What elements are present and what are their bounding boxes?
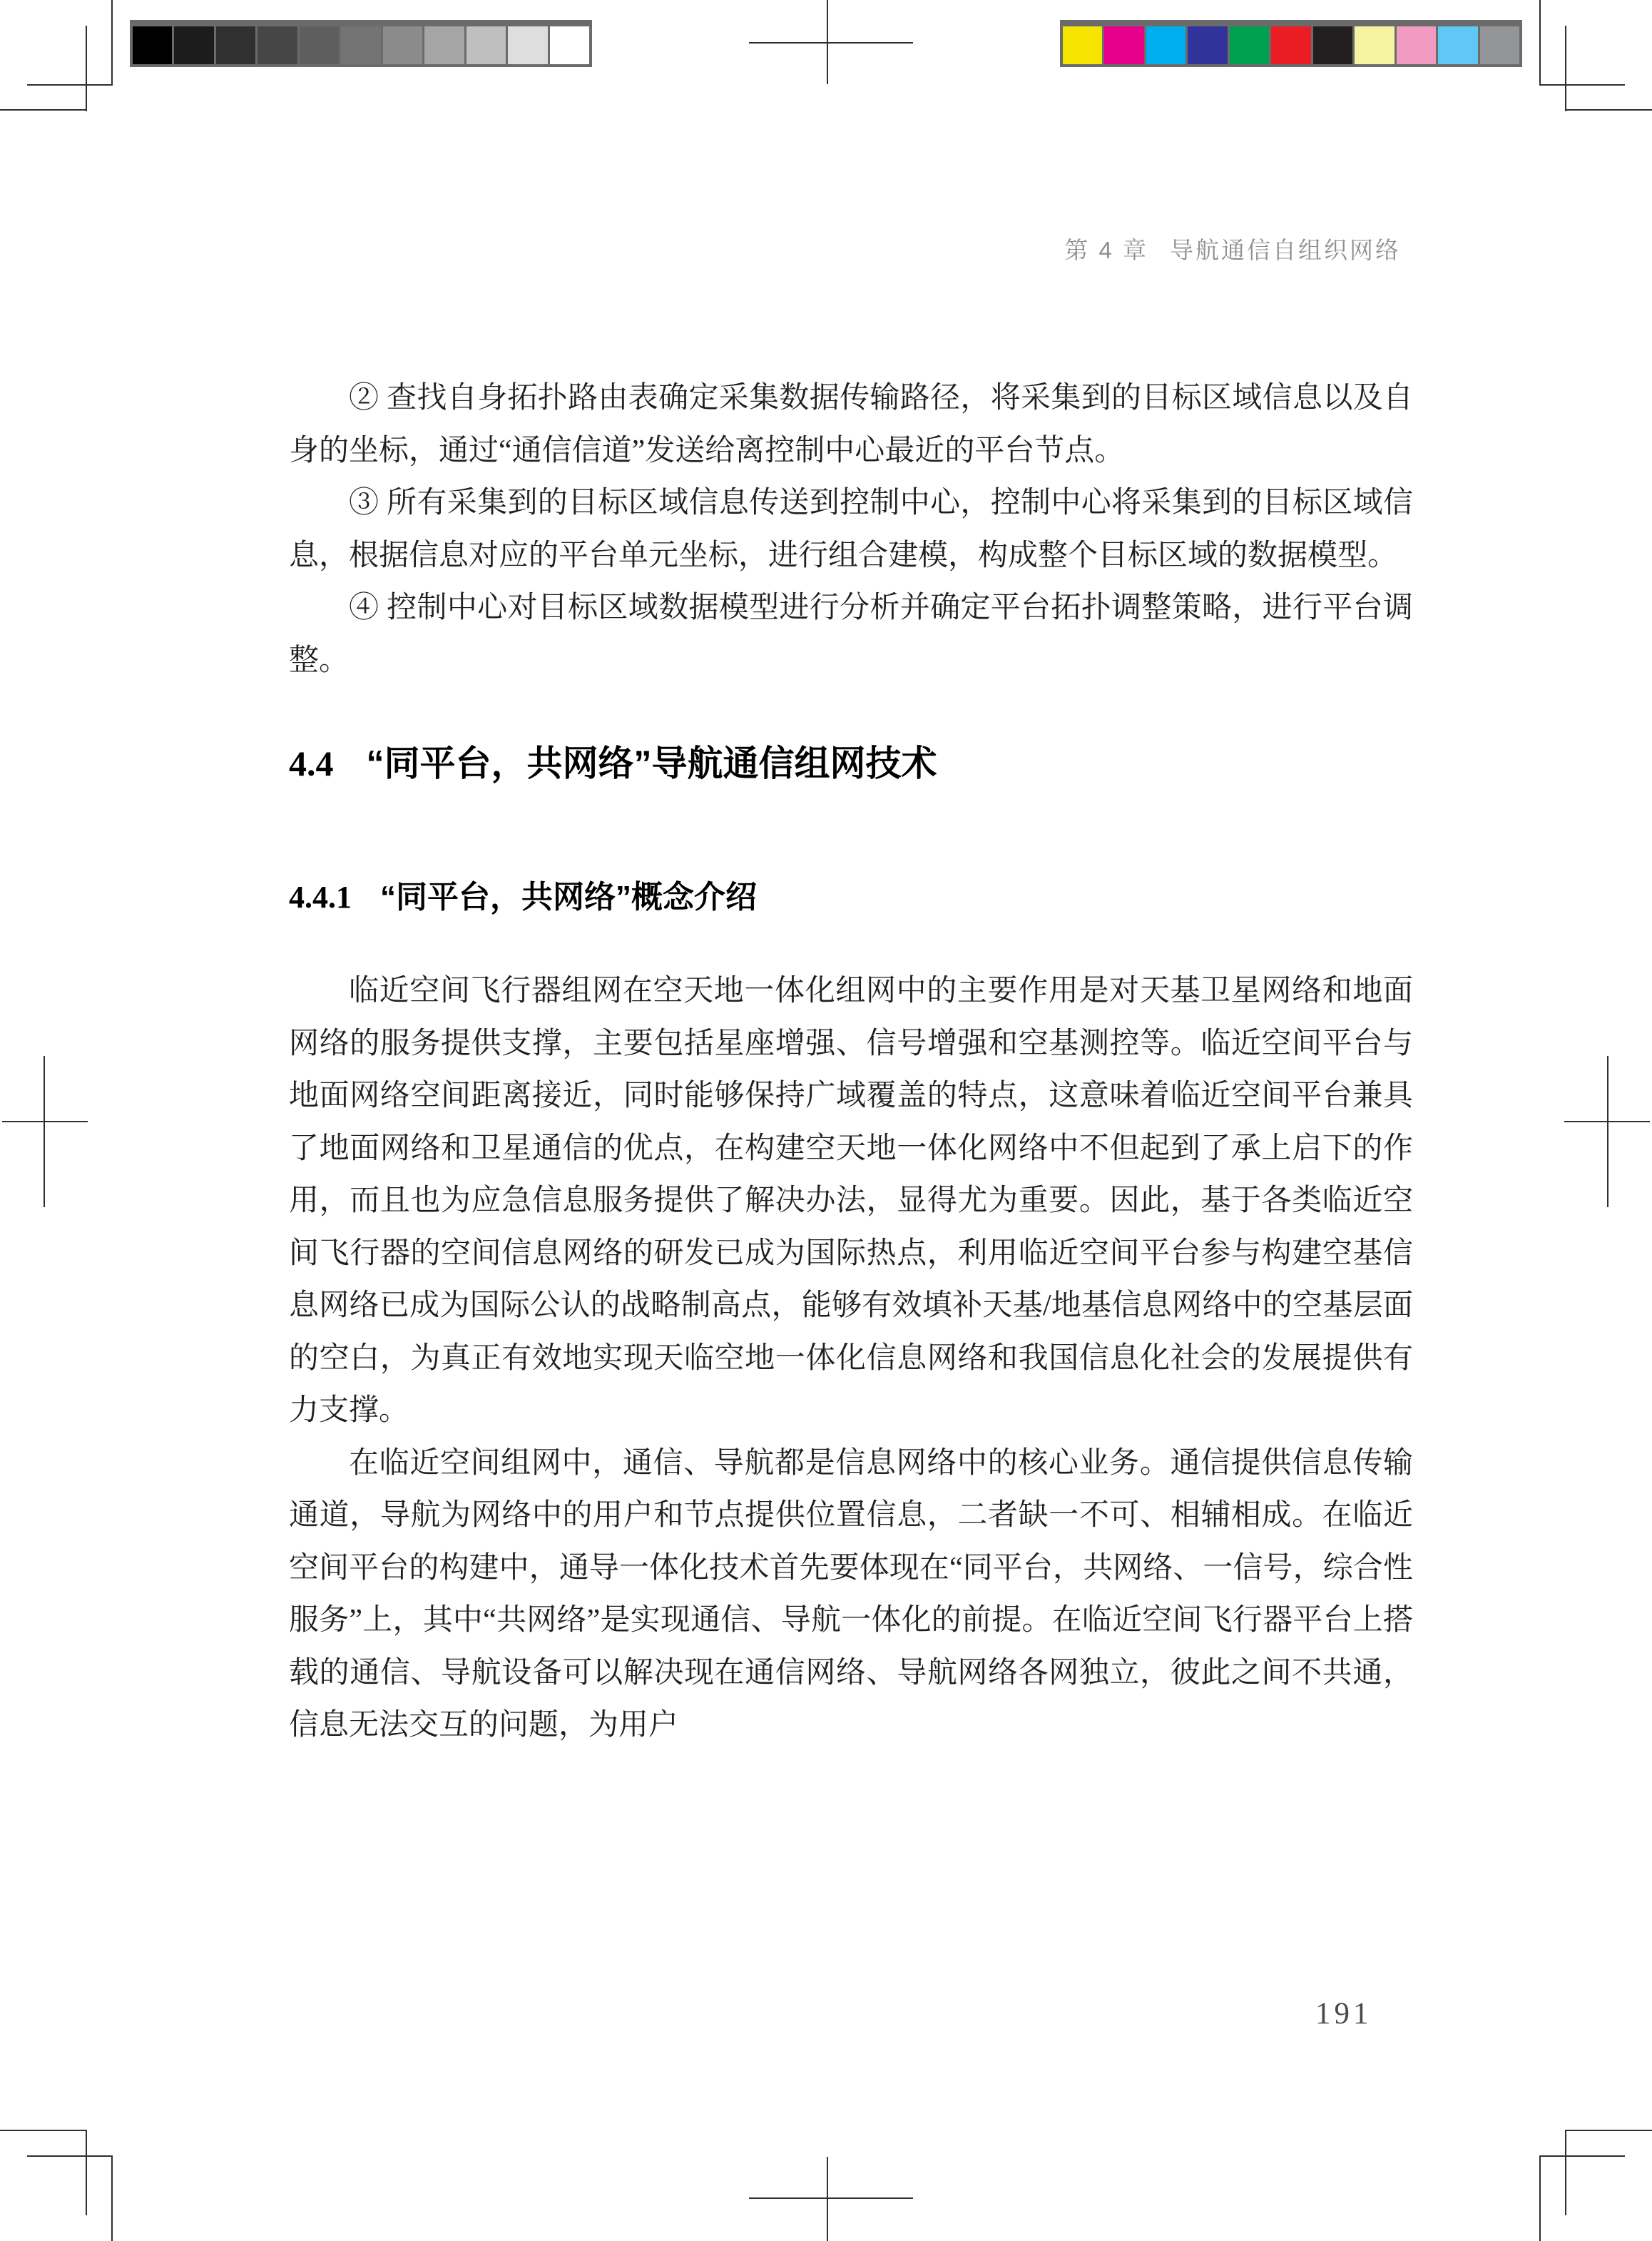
calibration-swatch (1063, 26, 1102, 64)
calibration-swatch (133, 26, 172, 64)
numbered-paragraph-4: ④ 控制中心对目标区域数据模型进行分析并确定平台拓扑调整策略，进行平台调整。 (289, 591, 1413, 677)
text-block (289, 372, 1413, 1752)
subsection-heading (289, 875, 1413, 920)
numbered-paragraph-3: ③ 所有采集到的目标区域信息传送到控制中心，控制中心将采集到的目标区域信息，根据信息对应的平台单元坐标，进行组合建模，构成整个目标区域的数据模型。 (289, 487, 1413, 572)
calibration-swatch (1104, 26, 1143, 64)
crop-mark-bottom-left-v2 (86, 2130, 87, 2215)
page-number: 191 (1315, 1997, 1372, 2031)
crop-mark-top-left-v1 (111, 0, 113, 86)
crop-mark-top-right-h1 (1539, 84, 1625, 86)
calibration-swatch (1355, 26, 1394, 64)
calibration-swatch (341, 26, 380, 64)
calibration-swatch (1480, 26, 1519, 64)
calibration-swatch (1188, 26, 1227, 64)
crop-mark-top-left-v2 (86, 26, 87, 111)
calibration-swatch (1397, 26, 1436, 64)
numbered-paragraph-2: ② 查找自身拓扑路由表确定采集数据传输路径，将采集到的目标区域信息以及自身的坐标，通过“通信信道”发送给离控制中心最近的平台节点。 (289, 382, 1413, 467)
crop-mark-right-middle-h (1564, 1121, 1650, 1122)
calibration-swatch (258, 26, 297, 64)
running-header (1064, 236, 1401, 265)
crop-mark-right-middle-v (1607, 1056, 1608, 1207)
calibration-swatch (466, 26, 506, 64)
crop-mark-top-right-v1 (1539, 0, 1541, 86)
subsection-number: 4.4.1 (289, 880, 352, 915)
calibration-swatch (174, 26, 213, 64)
grayscale-bar (130, 20, 592, 67)
crop-mark-left-middle-v (44, 1056, 45, 1207)
crop-mark-bottom-left-h2 (0, 2130, 87, 2131)
crop-mark-bottom-center-h (749, 2197, 913, 2199)
crop-mark-top-left-h2 (0, 109, 87, 111)
section-title: “同平台，共网络”导航通信组网技术 (366, 743, 937, 783)
crop-mark-bottom-right-h1 (1539, 2155, 1625, 2157)
calibration-swatch (508, 26, 547, 64)
chapter-label: 第 4 章 (1064, 237, 1148, 263)
section-number: 4.4 (289, 743, 334, 783)
calibration-swatch (1230, 26, 1269, 64)
crop-mark-bottom-left-v1 (111, 2155, 113, 2241)
crop-mark-bottom-right-h2 (1565, 2130, 1652, 2131)
calibration-swatch (1313, 26, 1352, 64)
calibration-swatch (424, 26, 464, 64)
body-paragraph-1: 临近空间飞行器组网在空天地一体化组网中的主要作用是对天基卫星网络和地面网络的服务提供支撑，主要包括星座增强、信号增强和空基测控等。临近空间平台与地面网络空间距离接近，同时能够保持广域覆盖的特点，这意味着临近空间平台兼具了地面网络和卫星通信的优点，在构建空天地一体化网络中不但起到了承上启下的作用，而且也为应急信息服务提供了解决办法，显得尤为重要。因此，基于各类临近空间飞行器的空间信息网络的研发已成为国际热点，利用临近空间平台参与构建空基信息网络已成为国际公认的战略制高点，能够有效填补天基/地基信息网络中的空基层面的空白，为真正有效地实现天临空地一体化信息网络和我国信息化社会的发展提供有力支撑。 (289, 975, 1413, 1427)
section-heading (289, 738, 1413, 788)
calibration-swatch (1271, 26, 1310, 64)
calibration-swatch (383, 26, 422, 64)
crop-mark-bottom-left-h1 (27, 2155, 113, 2157)
calibration-swatch (1146, 26, 1186, 64)
crop-mark-left-middle-h (2, 1121, 88, 1122)
color-bar (1060, 20, 1522, 67)
crop-mark-top-right-h2 (1565, 109, 1652, 111)
crop-mark-top-center-h (749, 42, 913, 44)
crop-mark-top-left-h1 (27, 84, 113, 86)
crop-mark-bottom-right-v2 (1565, 2130, 1566, 2215)
chapter-title: 导航通信自组织网络 (1170, 237, 1401, 263)
crop-mark-top-right-v2 (1565, 26, 1566, 111)
calibration-swatch (300, 26, 339, 64)
calibration-swatch (216, 26, 255, 64)
body-paragraph-2: 在临近空间组网中，通信、导航都是信息网络中的核心业务。通信提供信息传输通道，导航为网络中的用户和节点提供位置信息，二者缺一不可、相辅相成。在临近空间平台的构建中，通导一体化技术首先要体现在“同平台，共网络、一信号，综合性服务”上，其中“共网络”是实现通信、导航一体化的前提。在临近空间飞行器平台上搭载的通信、导航设备可以解决现在通信网络、导航网络各网独立，彼此之间不共通，信息无法交互的问题，为用户 (289, 1446, 1413, 1742)
crop-mark-bottom-center-v (827, 2157, 828, 2241)
subsection-title: “同平台，共网络”概念介绍 (380, 880, 757, 915)
calibration-swatch (1438, 26, 1477, 64)
crop-mark-bottom-right-v1 (1539, 2155, 1541, 2241)
calibration-swatch (550, 26, 589, 64)
